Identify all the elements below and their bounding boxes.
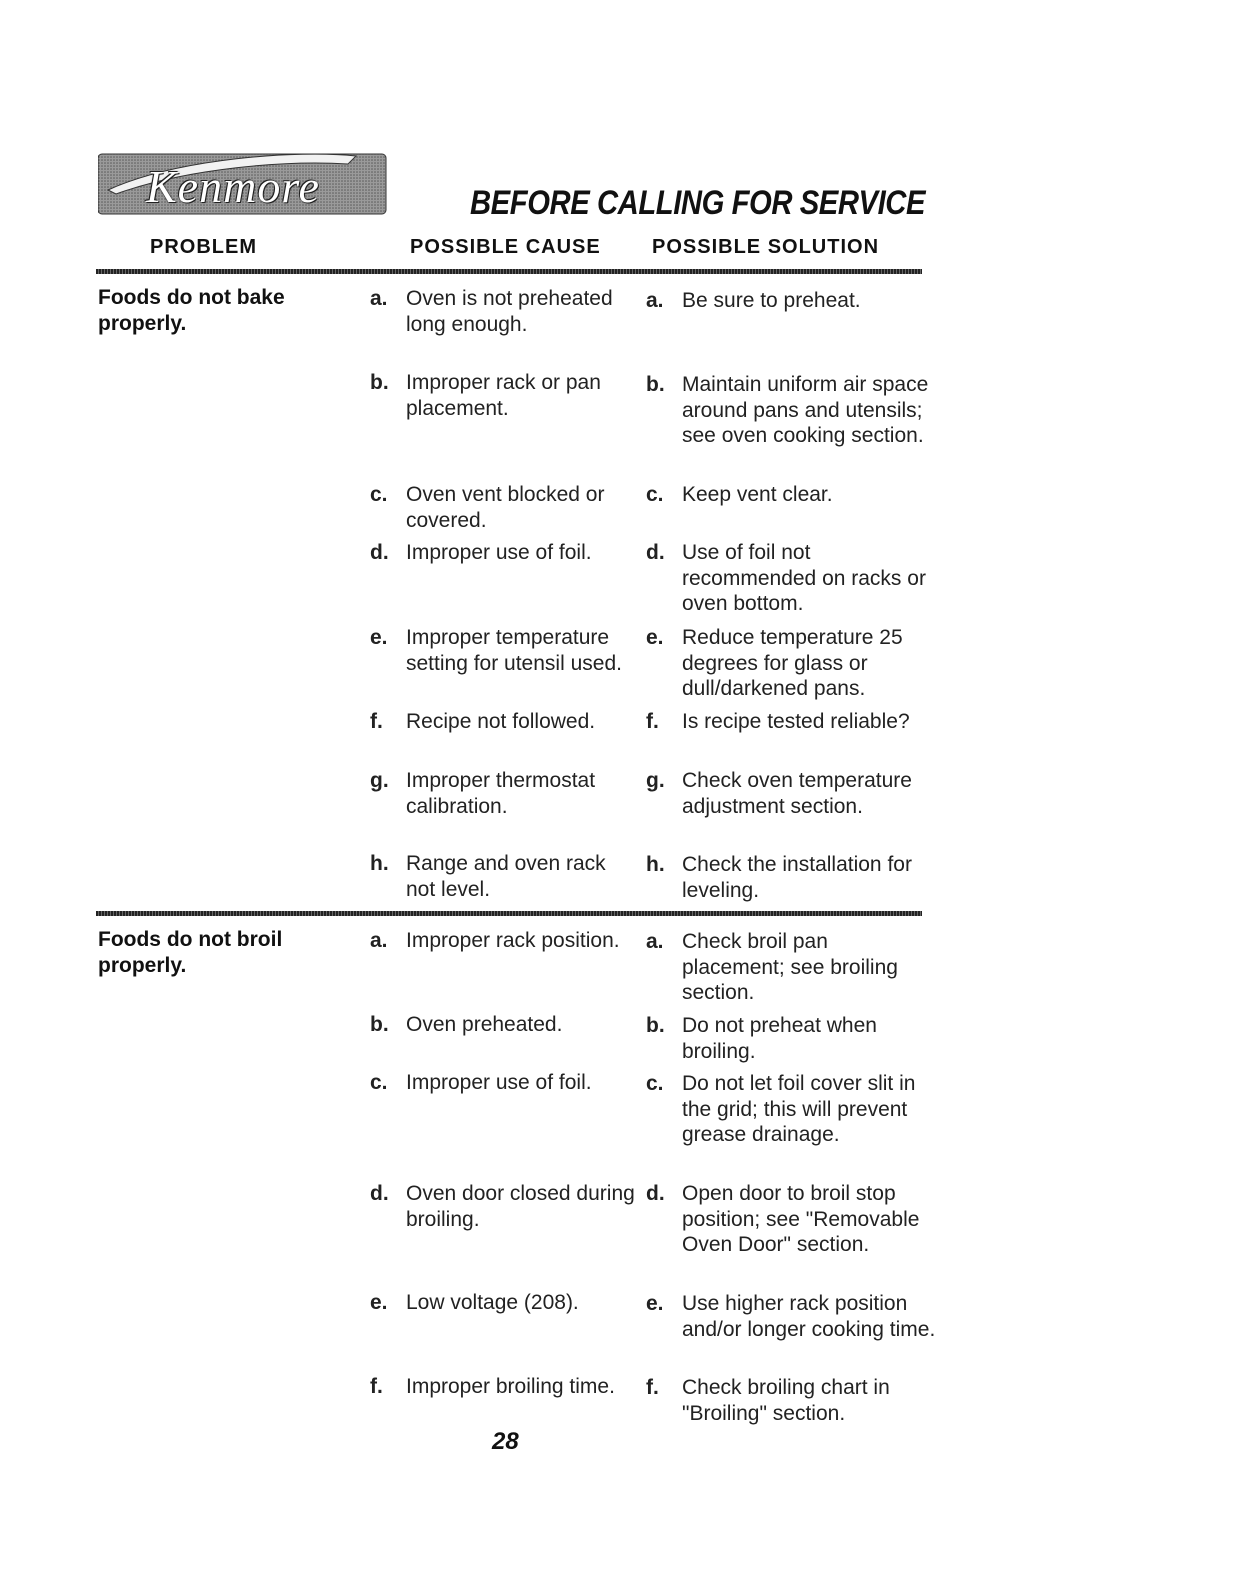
page-number: 28 — [492, 1428, 519, 1455]
column-header-cause: POSSIBLE CAUSE — [410, 236, 601, 258]
divider — [96, 269, 922, 274]
problem-heading: Foods do not broil properly. — [98, 928, 283, 977]
kenmore-logo — [98, 150, 388, 216]
problem-heading: Foods do not bake properly. — [98, 286, 285, 335]
column-header-problem: PROBLEM — [150, 236, 257, 258]
divider — [96, 911, 922, 916]
brand-name: Kenmore — [146, 161, 320, 212]
column-header-solution: POSSIBLE SOLUTION — [652, 236, 880, 258]
page-title: BEFORE CALLING FOR SERVICE — [470, 184, 926, 222]
